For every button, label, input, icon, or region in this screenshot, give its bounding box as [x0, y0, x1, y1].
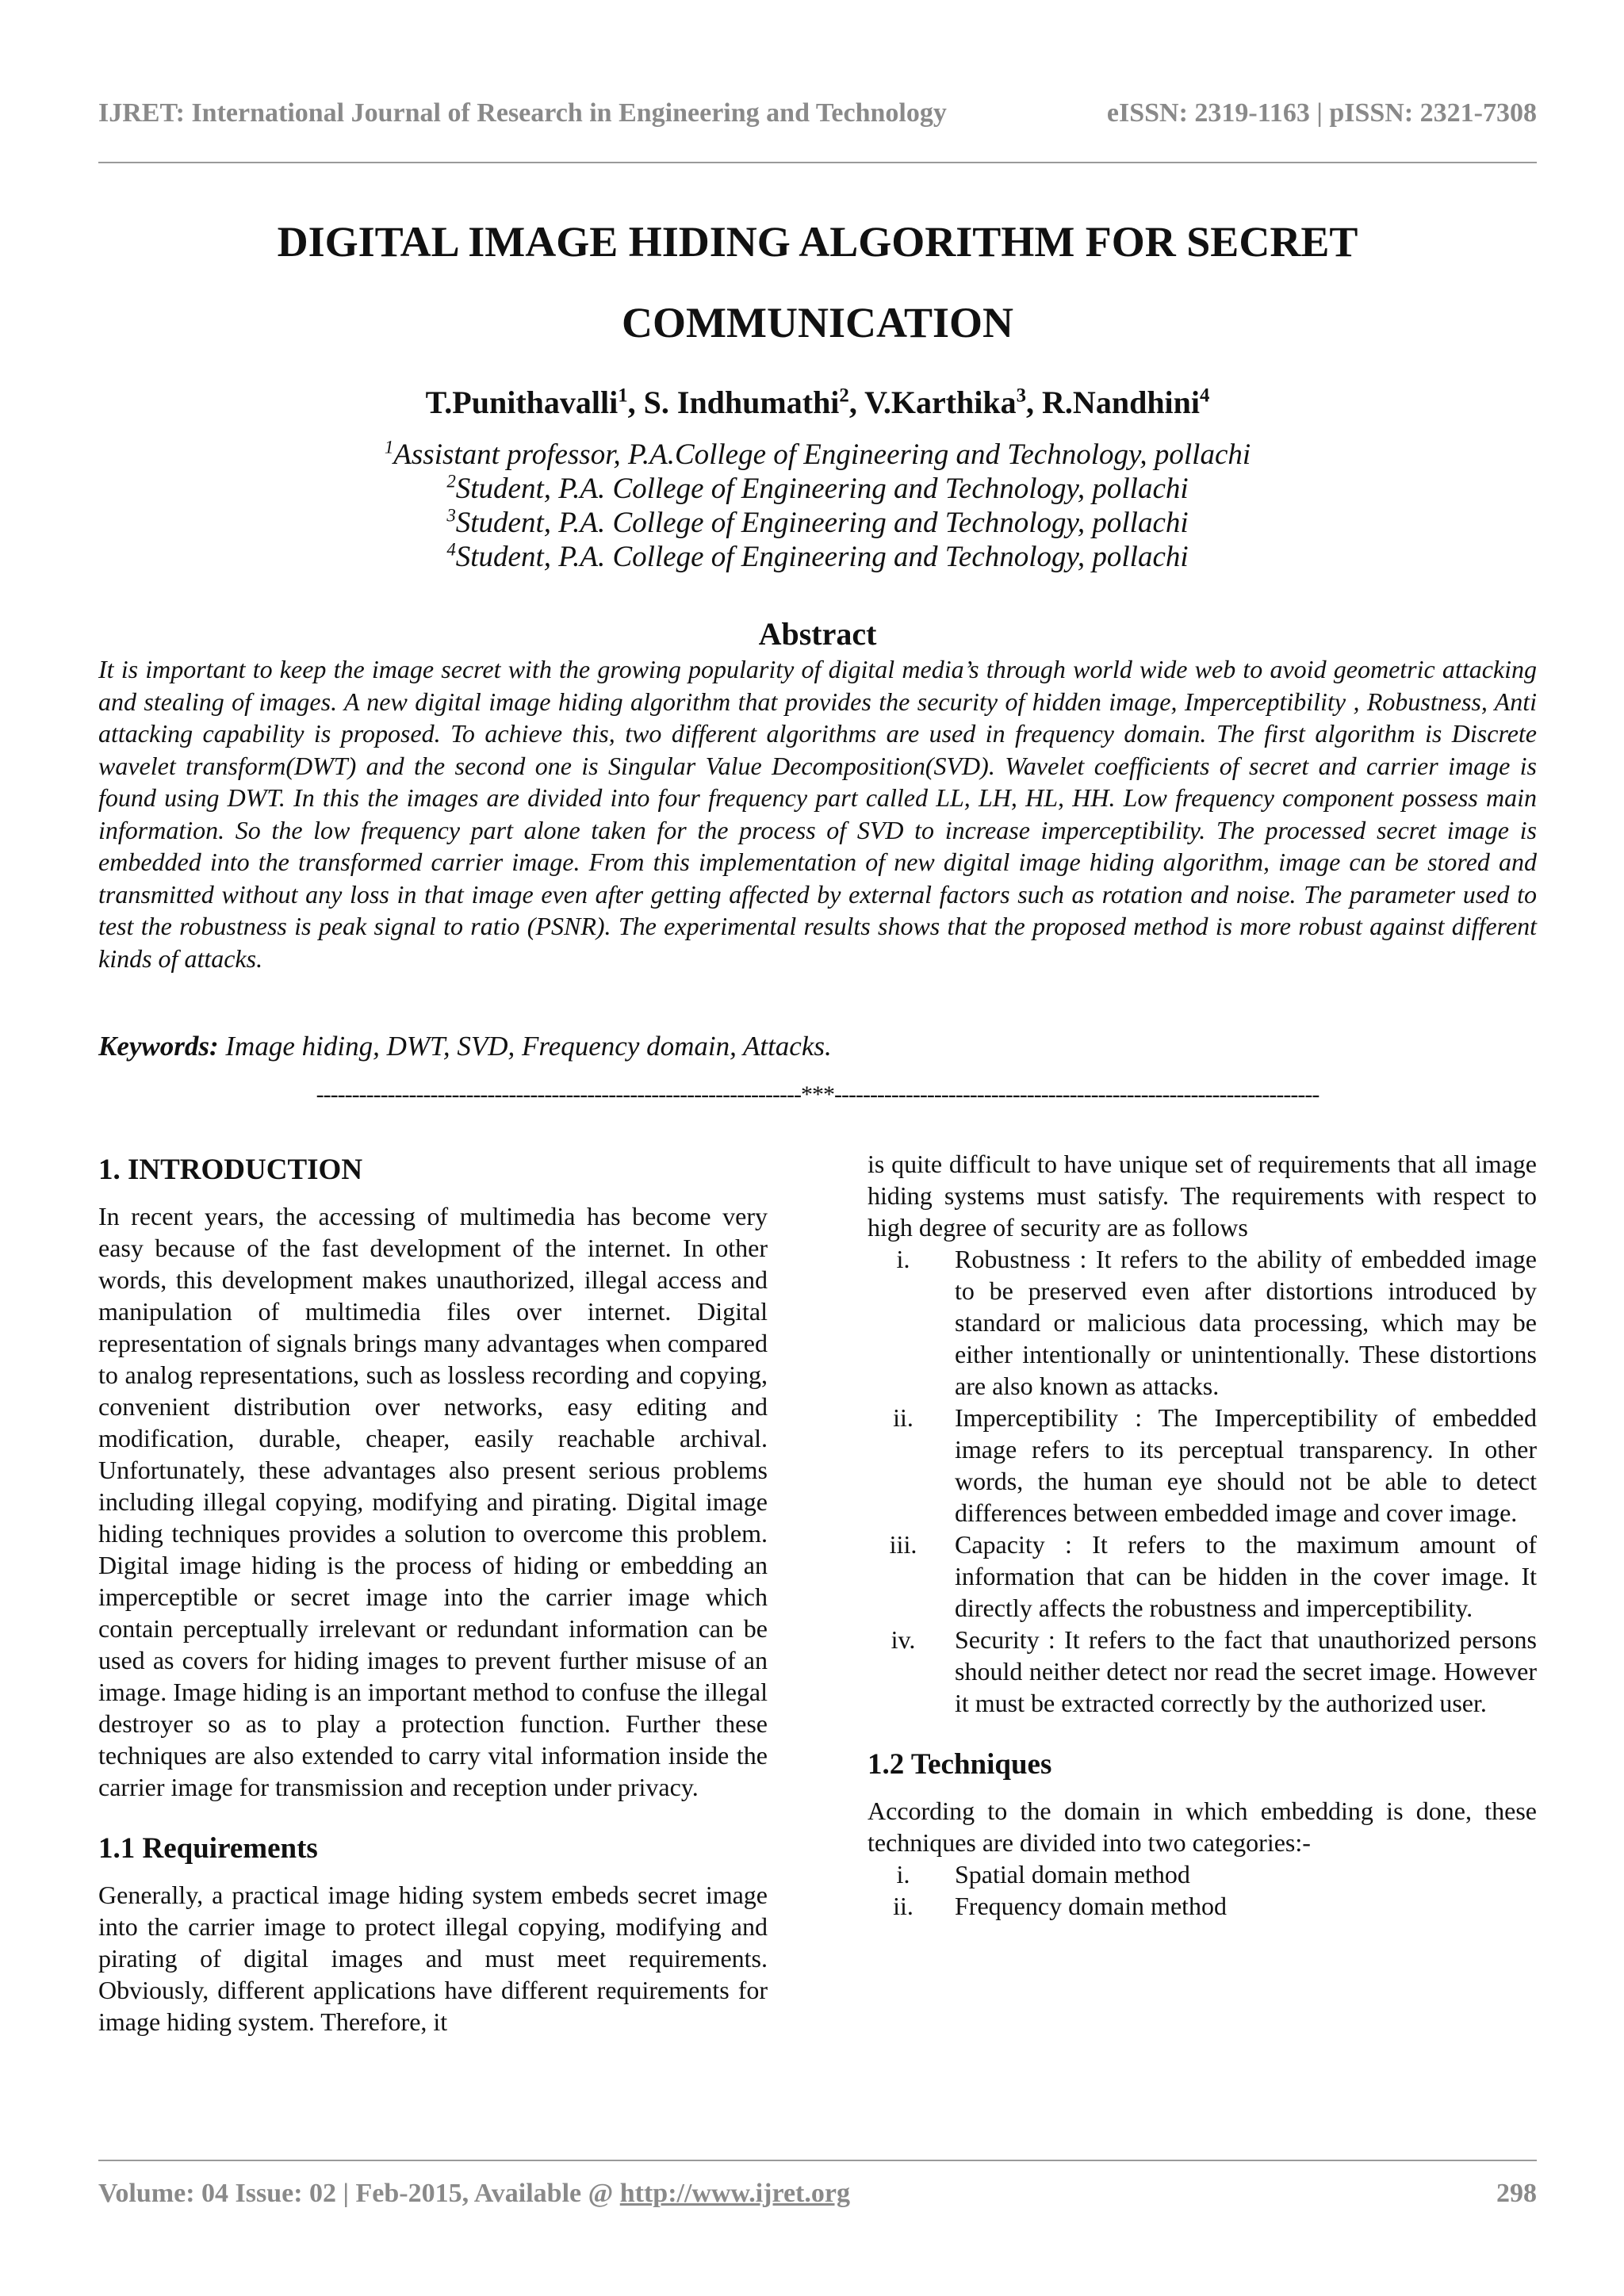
author-list [98, 384, 1537, 421]
affiliation-list [98, 438, 1537, 574]
list-item [868, 1529, 1537, 1624]
author-name: R.Nandhini [1042, 385, 1201, 420]
issn-text: eISSN: 2319-1163 | pISSN: 2321-7308 [1106, 98, 1537, 128]
intro-heading: 1. INTRODUCTION [98, 1154, 363, 1186]
intro-paragraph: In recent years, the accessing of multimedia has become very easy because of the fast development of the internet. In other words, this development makes unauthorized, illegal access and manipulation of multimedia files over internet. Digital representation of signals brings many advantages when compared to analog representations, such as lossless recording and copying, convenient distribution over networks, easy editing and modification, durable, cheaper, easily reachable archival. Unfortunately, these advantages also present serious problems including illegal copying, modifying and pirating. Digital image hiding techniques provides a solution to overcome this problem. Digital image hiding is the process of hiding or embedding an imperceptible or secret image into the carrier image which contain perceptually irrelevant or redundant information can be used as covers for hiding images to prevent further misuse of an image. Image hiding is an important method to confuse the illegal destroyer so as to play a protection function. Further these techniques are also extended to carry vital information inside the carrier image for transmission and reception under privacy. [98, 1202, 768, 1801]
author-separator: , [1026, 385, 1043, 420]
list-text: Spatial domain method [955, 1860, 1190, 1888]
affiliation [98, 472, 1537, 506]
affiliation-sup: 4 [446, 539, 456, 560]
title-line-1: DIGITAL IMAGE HIDING ALGORITHM FOR SECRET [277, 218, 1358, 266]
affiliation-text: Student, P.A. College of Engineering and Technology, pollachi [455, 541, 1189, 573]
keywords [98, 1031, 1537, 1062]
list-text: Capacity : It refers to the maximum amount of information that can be hidden in the cover image. It directly affects the robustness and imperceptibility. [955, 1530, 1537, 1622]
author-separator: , [627, 385, 644, 420]
keywords-label: Keywords: [98, 1031, 219, 1062]
affiliation [98, 438, 1537, 472]
volume-text: Volume: 04 Issue: 02 | Feb-2015, Available @ [98, 2179, 620, 2208]
list-number: iii. [889, 1530, 917, 1559]
title-line-2: COMMUNICATION [622, 299, 1013, 346]
author-sup: 3 [1016, 385, 1027, 407]
abstract-heading: Abstract [758, 616, 877, 652]
affiliation-text: Student, P.A. College of Engineering and Technology, pollachi [455, 507, 1189, 539]
requirements-paragraph: Generally, a practical image hiding system embeds secret image into the carrier image to protect illegal copying, modifying and pirating of digital images and must meet requirements. Obviously, different applications have different requirements for image hiding system. Therefore, it [98, 1881, 768, 2036]
left-column [98, 1153, 768, 2038]
author-sup: 2 [839, 385, 849, 407]
list-number: i. [896, 1245, 910, 1273]
running-header [98, 98, 1537, 135]
techniques-heading: 1.2 Techniques [868, 1748, 1052, 1781]
author-name: S. Indhumathi [643, 385, 840, 420]
list-text: Imperceptibility : The Imperceptibility of embedded image refers to its perceptual transparency. In other words, the human eye should not be able to detect differences between embedded image and cover image. [955, 1403, 1537, 1527]
affiliation [98, 540, 1537, 574]
running-footer [98, 2179, 1537, 2215]
author-name: T.Punithavalli [425, 385, 619, 420]
requirements-continued: is quite difficult to have unique set of requirements that all image hiding systems must satisfy. The requirements with respect to high degree of security are as follows [868, 1150, 1537, 1242]
abstract-body: It is important to keep the image secret with the growing popularity of digital media’s through world wide web to avoid geometric attacking and stealing of images. A new digital image hiding algorithm that provides the security of hidden image, Imperceptibility , Robustness, Anti attacking capability is proposed. To achieve this, two different algorithms are used in frequency domain. The first algorithm is Discrete wavelet transform(DWT) and the second one is Singular Value Decomposition(SVD). Wavelet coefficients of secret and carrier image is found using DWT. In this the images are divided into four frequency part called LL, LH, HL, HH. Low frequency component possess main information. So the low frequency part alone taken for the process of SVD to increase imperceptibility. The processed secret image is embedded into the transformed carrier image. From this implementation of new digital image hiding algorithm, image can be stored and transmitted without any loss in that image even after getting affected by external factors such as rotation and noise. The parameter used to test the robustness is peak signal to ratio (PSNR). The experimental results shows that the proposed method is more robust against different kinds of attacks. [98, 655, 1537, 973]
footer-volume [98, 2179, 850, 2209]
journal-link[interactable]: http://www.ijret.org [619, 2179, 850, 2208]
author-sup: 1 [618, 385, 628, 407]
page-number: 298 [1496, 2179, 1537, 2208]
keywords-text: Image hiding, DWT, SVD, Frequency domain, Attacks. [218, 1031, 832, 1062]
paper-title [98, 201, 1537, 363]
list-text: Frequency domain method [955, 1892, 1228, 1920]
list-item [868, 1624, 1537, 1719]
list-number: ii. [893, 1403, 914, 1432]
requirements-heading: 1.1 Requirements [98, 1832, 318, 1865]
list-text: Security : It refers to the fact that unauthorized persons should neither detect nor read the secret image. However it must be extracted correctly by the authorized user. [955, 1625, 1537, 1717]
section-separator: --------------------------------------------------------------------***-------------------------------------------------------------------- [316, 1081, 1320, 1108]
affiliation-sup: 2 [446, 471, 456, 492]
affiliation-sup: 1 [384, 437, 394, 457]
affiliation [98, 506, 1537, 540]
footer-rule [98, 2160, 1537, 2161]
author-separator: , [848, 385, 865, 420]
list-number: ii. [893, 1892, 914, 1920]
list-item [868, 1243, 1537, 1402]
affiliation-text: Student, P.A. College of Engineering and Technology, pollachi [455, 473, 1189, 505]
techniques-paragraph: According to the domain in which embedding is done, these techniques are divided into two categories:- [868, 1797, 1537, 1857]
author-sup: 4 [1200, 385, 1210, 407]
list-item [868, 1402, 1537, 1529]
affiliation-sup: 3 [446, 505, 456, 526]
header-rule [98, 162, 1537, 163]
list-number: iv. [891, 1625, 916, 1654]
list-number: i. [896, 1860, 910, 1888]
author-name: V.Karthika [864, 385, 1017, 420]
journal-name: IJRET: International Journal of Research in Engineering and Technology [98, 98, 947, 128]
list-item [868, 1858, 1537, 1890]
affiliation-text: Assistant professor, P.A.College of Engineering and Technology, pollachi [393, 438, 1251, 471]
right-column [868, 1148, 1537, 1922]
list-item [868, 1890, 1537, 1922]
list-text: Robustness : It refers to the ability of embedded image to be preserved even after distortions introduced by standard or malicious data processing, which may be either intentionally or unintentionally. These distortions are also known as attacks. [955, 1245, 1537, 1400]
